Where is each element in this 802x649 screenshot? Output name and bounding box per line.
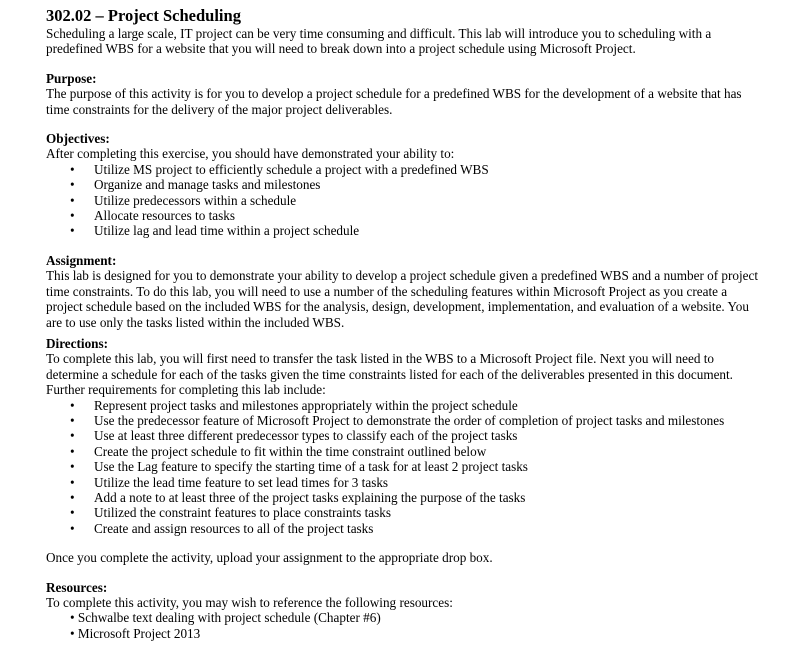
directions-heading: Directions: (46, 335, 109, 351)
list-item: • Organize and manage tasks and milestones (46, 177, 766, 192)
list-item: • Microsoft Project 2013 (70, 625, 201, 641)
assignment-heading: Assignment: (46, 252, 117, 268)
list-item: • Create the project schedule to fit within the time constraint outlined below (46, 444, 766, 459)
resources-heading: Resources: (46, 579, 108, 595)
list-item: • Schwalbe text dealing with project schedule (Chapter #6) (70, 610, 381, 626)
list-item: • Represent project tasks and milestones appropriately within the project schedule (46, 398, 766, 413)
objectives-list (46, 162, 766, 239)
objectives-section (46, 131, 766, 239)
list-item: • Utilized the constraint features to place constraints tasks (46, 505, 766, 520)
list-item: • Utilize the lead time feature to set lead times for 3 tasks (46, 475, 766, 490)
assignment-text: This lab is designed for you to demonstrate your ability to develop a project schedule given a predefined WBS and a number of project time constraints. To do this lab, you will need to use a number of the scheduling features within Microsoft Project as you create a project schedule based on the included WBS for the analysis, design, development, implementation, and evaluation of a website. You are to use only the tasks listed within the included WBS. (46, 268, 759, 330)
directions-section (46, 336, 766, 566)
purpose-section (46, 71, 766, 117)
list-item: • Add a note to at least three of the project tasks explaining the purpose of the tasks (46, 490, 766, 505)
list-item: • Utilize MS project to efficiently schedule a project with a predefined WBS (46, 162, 766, 177)
list-item: • Use the Lag feature to specify the starting time of a task for at least 2 project tasks (46, 459, 766, 474)
list-item: • Create and assign resources to all of the project tasks (46, 521, 766, 536)
assignment-section (46, 253, 766, 330)
directions-list (46, 398, 766, 537)
list-item: • Use at least three different predecessor types to classify each of the project tasks (46, 428, 766, 443)
closing-text: Once you complete the activity, upload your assignment to the appropriate drop box. (46, 550, 493, 566)
list-item: • Allocate resources to tasks (46, 208, 766, 223)
list-item: • Use the predecessor feature of Microsoft Project to demonstrate the order of completion of project tasks and milestones (46, 413, 766, 428)
resources-section (46, 580, 766, 642)
list-item: • Utilize lag and lead time within a project schedule (46, 223, 766, 238)
document-page (46, 6, 766, 641)
purpose-text: The purpose of this activity is for you to develop a project schedule for a predefined WBS for the development of a website that has time constraints for the delivery of the major project deliverables. (46, 86, 742, 117)
resources-lead: To complete this activity, you may wish to reference the following resources: (46, 595, 453, 610)
list-item: • Utilize predecessors within a schedule (46, 193, 766, 208)
directions-text: To complete this lab, you will first need to transfer the task listed in the WBS to a Microsoft Project file. Next you will need to determine a schedule for each of the tasks given the time constraints listed for each of the deliverables presented in this document. Further requirements for completing this lab include: (46, 351, 733, 398)
purpose-heading: Purpose: (46, 70, 97, 86)
intro-paragraph: Scheduling a large scale, IT project can be very time consuming and difficult. This lab will introduce you to scheduling with a predefined WBS for a website that you will need to break down into a project schedule using Microsoft Project. (46, 26, 712, 57)
objectives-heading: Objectives: (46, 131, 110, 147)
objectives-lead: After completing this exercise, you should have demonstrated your ability to: (46, 146, 455, 162)
page-title: 302.02 – Project Scheduling (46, 6, 241, 25)
resources-list (46, 610, 766, 641)
